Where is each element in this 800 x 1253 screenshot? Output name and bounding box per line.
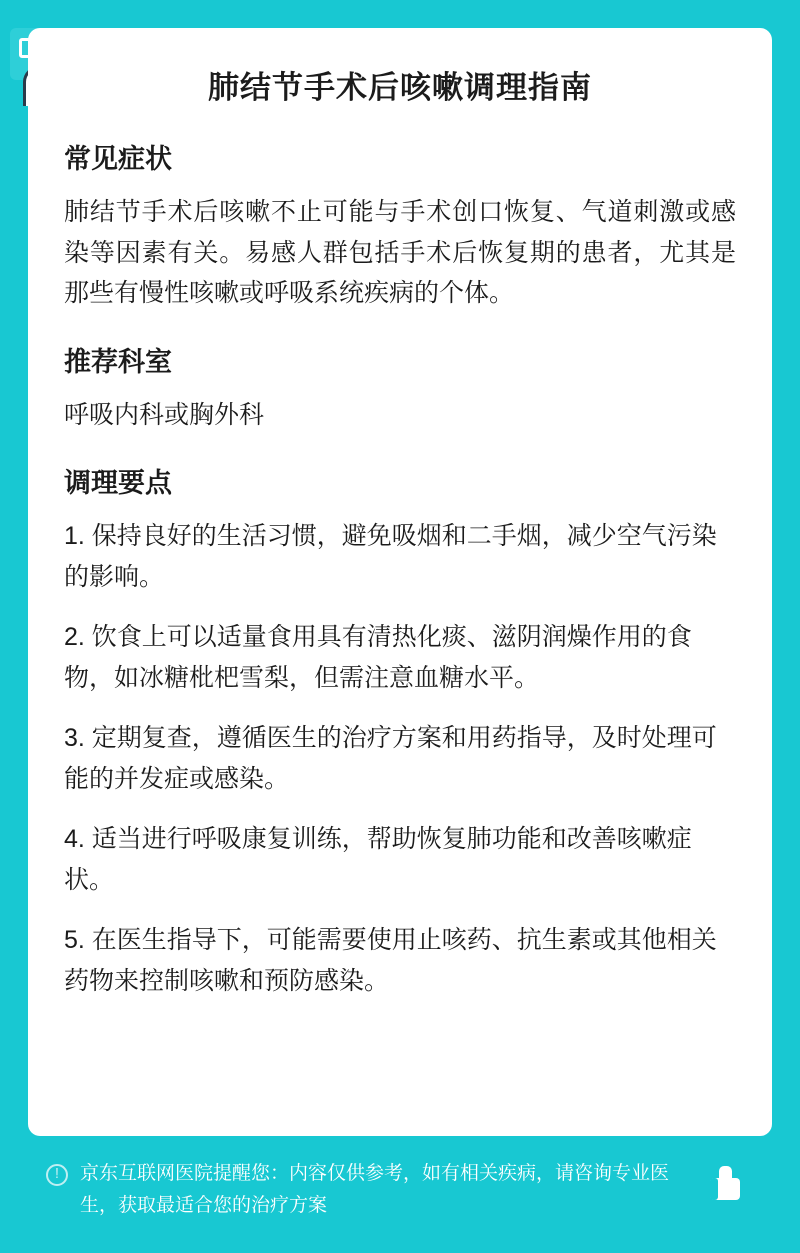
section-heading-symptoms: 常见症状 [64, 144, 172, 174]
thumb-cuff-shape [710, 1178, 718, 1200]
content-card [28, 28, 772, 1136]
section-text-department: 呼吸内科或胸外科 [64, 400, 265, 429]
section-text-symptoms: 肺结节手术后咳嗽不止可能与手术创口恢复、气道刺激或感染等因素有关。易感人群包括手术后恢复期的患者，尤其是那些有慢性咳嗽或呼吸系统疾病的个体。 [64, 198, 736, 307]
footer-disclaimer [28, 1136, 772, 1223]
footer-note-text: 京东互联网医院提醒您：内容仅供参考，如有相关疾病，请咨询专业医生，获取最适合您的治疗方案 [80, 1163, 670, 1217]
list-item: 1. 保持良好的生活习惯，避免吸烟和二手烟，减少空气污染的影响。 [64, 522, 717, 591]
list-item: 3. 定期复查，遵循医生的治疗方案和用药指导，及时处理可能的并发症或感染。 [64, 724, 717, 793]
thumbs-up-icon[interactable] [706, 1164, 746, 1204]
exclamation-circle-icon [46, 1164, 68, 1186]
list-item: 4. 适当进行呼吸康复训练，帮助恢复肺功能和改善咳嗽症状。 [64, 825, 692, 894]
section-heading-department: 推荐科室 [64, 346, 172, 377]
list-item: 2. 饮食上可以适量食用具有清热化痰、滋阴润燥作用的食物，如冰糖枇杷雪梨，但需注意血糖水平。 [64, 623, 692, 692]
section-heading-care-points: 调理要点 [64, 468, 172, 498]
page-title: 肺结节手术后咳嗽调理指南 [208, 70, 592, 105]
list-item: 5. 在医生指导下，可能需要使用止咳药、抗生素或其他相关药物来控制咳嗽和预防感染。 [64, 926, 717, 995]
care-points-list [64, 516, 736, 1001]
